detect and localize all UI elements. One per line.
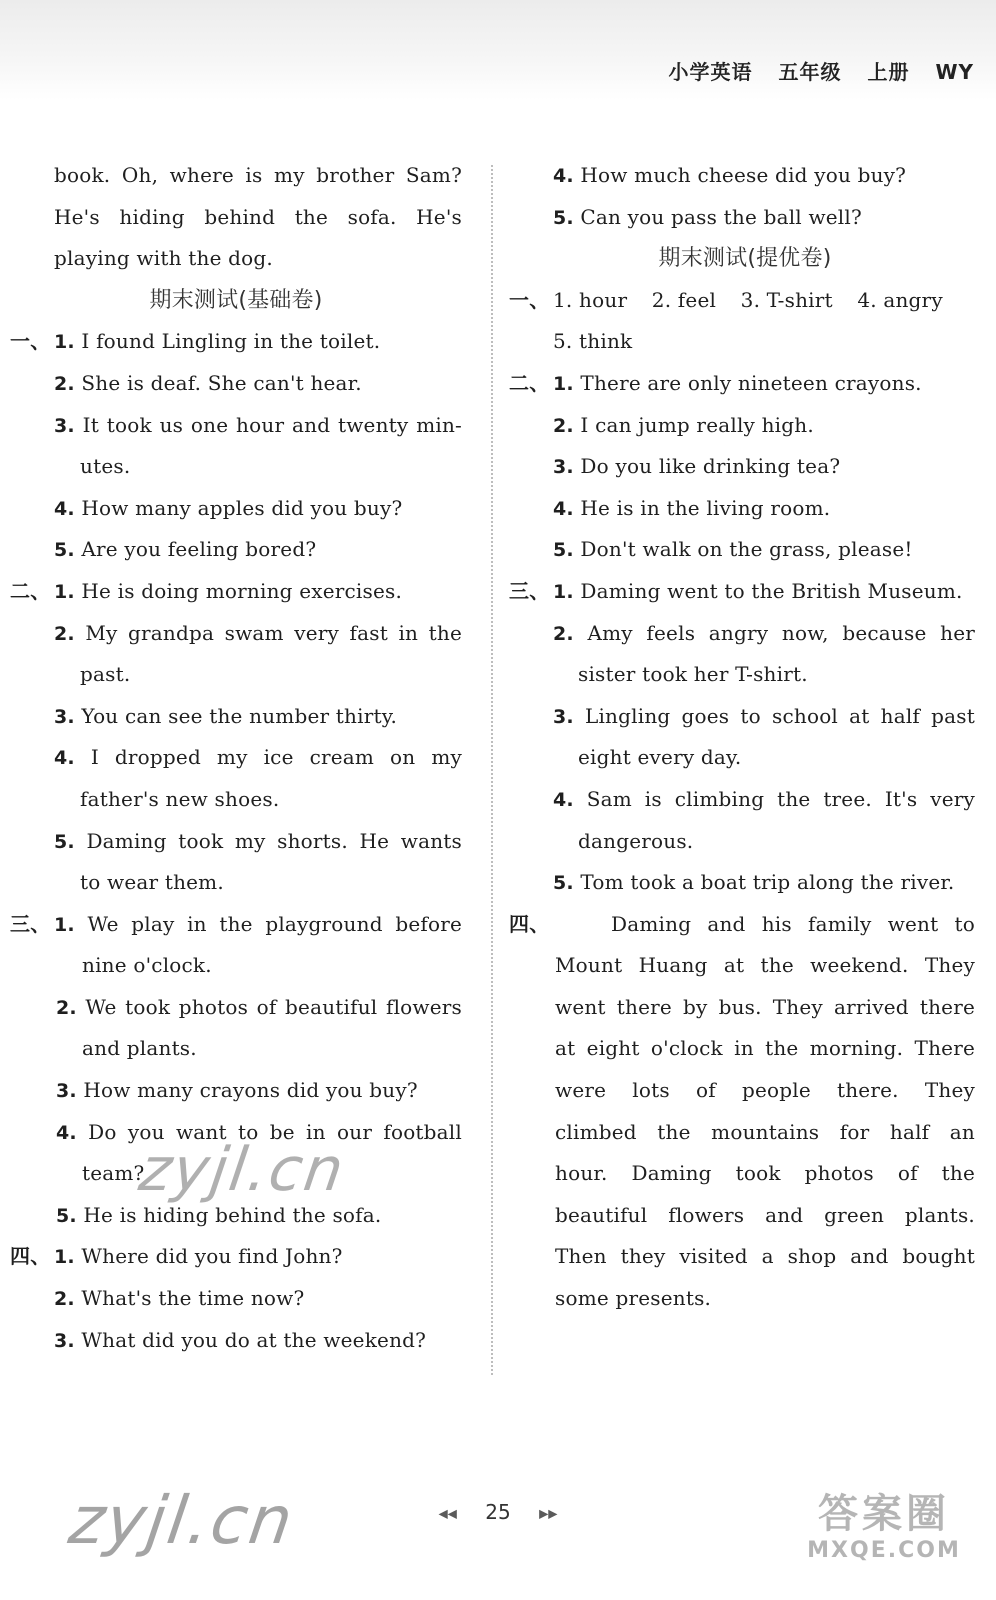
item-number: 3. (56, 1080, 77, 1103)
section-mark: 二、 (10, 578, 51, 603)
watermark-logo: zyjl.cn (64, 1482, 299, 1559)
item-number: 5. (56, 1204, 77, 1227)
answer-continuation: sister took her T-shirt. (578, 662, 808, 687)
answer-text: We play in the playground before (87, 911, 463, 936)
answer-text: He is hiding behind the sofa. (83, 1202, 382, 1227)
text-line: He's hiding behind the sofa. He's (54, 204, 462, 229)
prev-page-icon[interactable]: ◀◀ (438, 1506, 457, 1521)
item-number: 4. (553, 497, 574, 520)
item-number: 5. (54, 539, 75, 562)
answer-text: How many crayons did you buy? (83, 1078, 418, 1103)
header-band (0, 0, 996, 100)
item-number: 4. (56, 1121, 77, 1144)
answer-text: Daming went to the British Museum. (580, 578, 963, 603)
item-number: 4. (54, 497, 75, 520)
answer-text: What did you do at the weekend? (81, 1327, 427, 1352)
item-number: 3. (553, 705, 574, 728)
answer-text: 4. angry (857, 287, 943, 312)
passage-line: climbed the mountains for half an (555, 1119, 975, 1144)
header-subject: 小学英语 (668, 60, 753, 84)
item-number: 1. (553, 372, 574, 395)
answer-continuation: past. (80, 662, 131, 687)
item-number: 2. (553, 414, 574, 437)
item-number: 2. (553, 622, 574, 645)
header-volume: 上册 (867, 60, 910, 84)
item-number: 1. (54, 1246, 75, 1269)
item-number: 5. (553, 872, 574, 895)
answer-continuation: eight every day. (578, 745, 742, 770)
stamp-title: 答案圈 (818, 1491, 950, 1537)
passage-line: Daming and his family went to (611, 911, 975, 936)
passage-line: Then they visited a shop and bought (555, 1244, 975, 1269)
answer-continuation: father's new shoes. (80, 786, 280, 811)
passage-line: Mount Huang at the weekend. They (555, 953, 975, 978)
passage-line: hour. Daming took photos of the (555, 1161, 975, 1186)
answer-text: I found Lingling in the toilet. (81, 329, 381, 354)
section-mark: 四、 (10, 1244, 51, 1269)
text-line: book. Oh, where is my brother Sam? (54, 163, 462, 187)
answer-text: 1. hour (553, 287, 628, 312)
answer-text: Do you like drinking tea? (580, 454, 841, 479)
answer-text: Do you want to be in our football (88, 1119, 462, 1144)
item-number: 2. (56, 996, 77, 1019)
answer-text: How many apples did you buy? (81, 495, 403, 520)
answer-text: My grandpa swam very fast in the (85, 620, 462, 645)
item-number: 3. (54, 1329, 75, 1352)
item-number: 3. (54, 705, 75, 728)
item-number: 2. (54, 622, 75, 645)
answer-continuation: nine o'clock. (82, 953, 212, 978)
passage-line: went there by bus. They arrived there (555, 994, 975, 1019)
answer-text: We took photos of beautiful flowers (85, 994, 462, 1019)
item-number: 1. (54, 913, 75, 936)
answer-text: I can jump really high. (580, 412, 814, 437)
answer-text: 3. T-shirt (740, 287, 833, 312)
page-number: 25 (485, 1500, 511, 1524)
item-number: 2. (54, 1288, 75, 1311)
passage-line: beautiful flowers and green plants. (555, 1202, 975, 1227)
item-number: 3. (553, 456, 574, 479)
item-number: 3. (54, 414, 75, 437)
section-heading: 期末测试(基础卷) (149, 287, 323, 313)
column-divider (491, 165, 493, 1375)
item-number: 1. (54, 331, 75, 354)
passage-line: some presents. (555, 1286, 712, 1311)
passage-line: were lots of people there. They (555, 1078, 975, 1103)
item-number: 4. (553, 165, 574, 187)
answer-text: Can you pass the ball well? (580, 204, 862, 229)
item-number: 5. (54, 830, 75, 853)
item-number: 1. (54, 580, 75, 603)
item-number: 1. (553, 580, 574, 603)
answer-text: Daming took my shorts. He wants (86, 828, 462, 853)
answer-continuation: utes. (80, 454, 131, 479)
answer-text: 2. feel (651, 287, 717, 312)
section-heading: 期末测试(提优卷) (658, 246, 832, 272)
text-line: playing with the dog. (54, 246, 273, 271)
answer-text: Sam is climbing the tree. It's very (586, 786, 976, 811)
item-number: 2. (54, 372, 75, 395)
answer-text: Where did you find John? (81, 1244, 343, 1269)
answer-text: Amy feels angry now, because her (587, 620, 975, 645)
section-mark: 一、 (10, 329, 51, 354)
section-mark: 三、 (509, 578, 550, 603)
header-edition: WY (935, 60, 974, 84)
answer-text: How much cheese did you buy? (580, 163, 907, 187)
answer-text: Lingling goes to school at half past (584, 703, 975, 728)
running-header (651, 56, 974, 85)
answer-text: There are only nineteen crayons. (580, 370, 922, 395)
answer-text: Are you feeling bored? (81, 537, 317, 562)
answer-text: Tom took a boat trip along the river. (580, 870, 955, 895)
answer-text: Don't walk on the grass, please! (580, 537, 913, 562)
next-page-icon[interactable]: ▶▶ (539, 1506, 558, 1521)
answer-continuation: to wear them. (80, 870, 224, 895)
passage-line: at eight o'clock in the morning. There (555, 1036, 975, 1061)
item-number: 5. (553, 539, 574, 562)
section-mark: 三、 (10, 911, 51, 936)
section-mark: 四、 (509, 911, 550, 936)
item-number: 4. (553, 788, 574, 811)
right-column (509, 155, 976, 1320)
answer-text: What's the time now? (81, 1286, 305, 1311)
item-number: 5. (553, 206, 574, 229)
answer-text: It took us one hour and twenty min- (82, 412, 462, 437)
answer-text: You can see the number thirty. (81, 703, 398, 728)
answer-continuation: dangerous. (578, 828, 694, 853)
section-mark: 一、 (509, 287, 550, 312)
answer-continuation: and plants. (82, 1036, 197, 1061)
answer-text: He is doing morning exercises. (81, 578, 403, 603)
answer-text: I dropped my ice cream on my (90, 745, 462, 770)
section-mark: 二、 (509, 370, 550, 395)
site-stamp (794, 1490, 974, 1580)
item-number: 4. (54, 747, 75, 770)
watermark-logo: zyjl.cn (135, 1135, 350, 1205)
answer-text: She is deaf. She can't hear. (81, 370, 362, 395)
answer-continuation: team? (82, 1161, 145, 1186)
header-grade: 五年级 (778, 60, 842, 84)
answer-text: He is in the living room. (580, 495, 831, 520)
stamp-domain: MXQE.COM (807, 1538, 961, 1563)
answer-text: 5. think (553, 329, 633, 354)
